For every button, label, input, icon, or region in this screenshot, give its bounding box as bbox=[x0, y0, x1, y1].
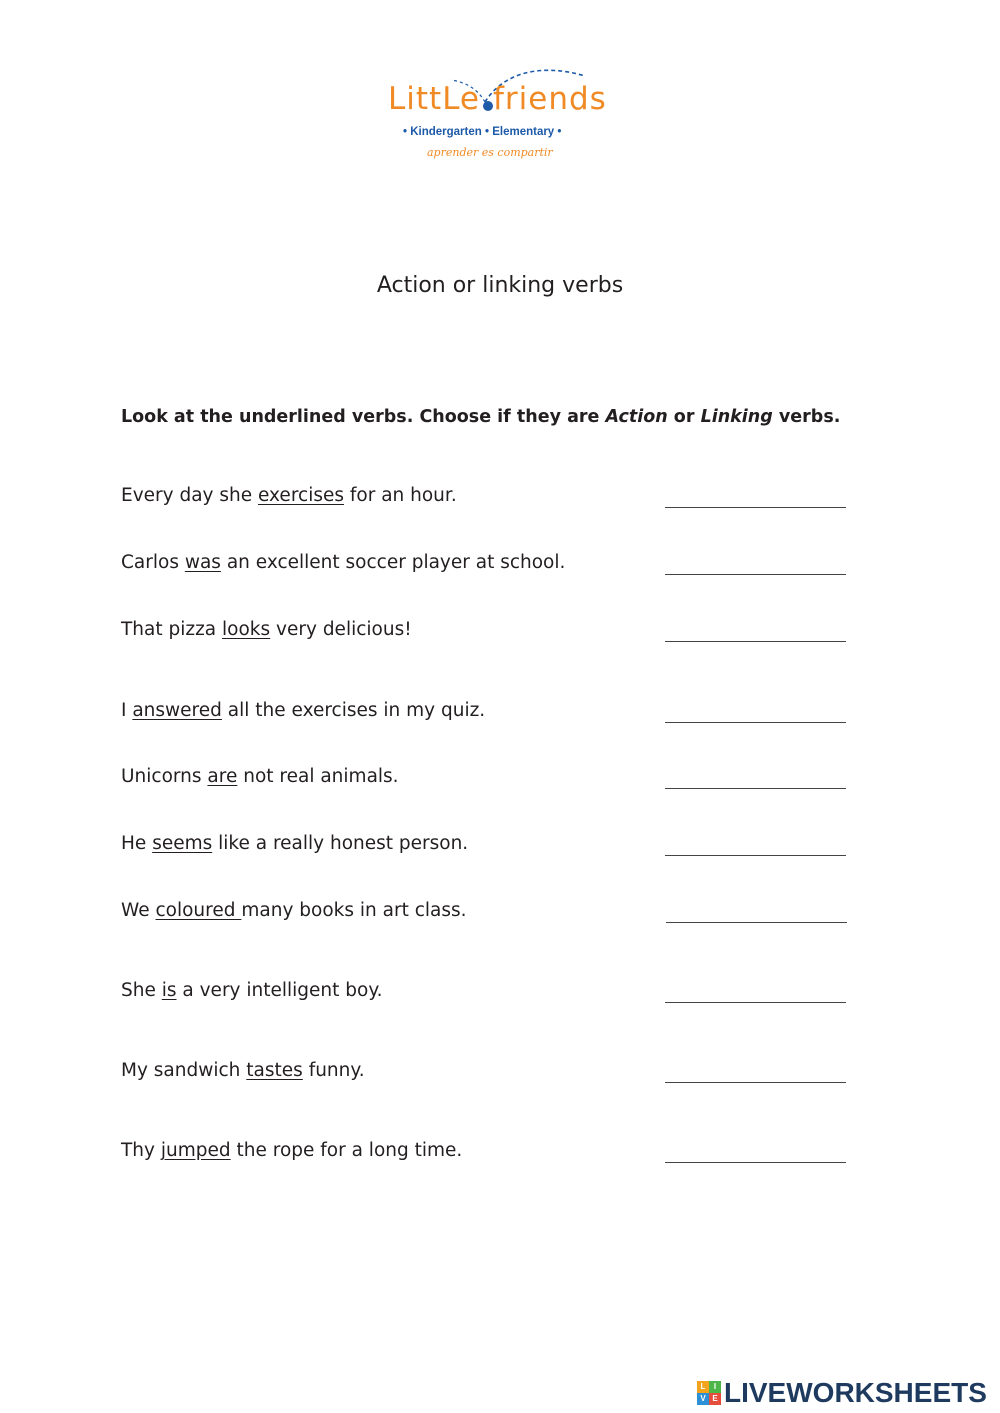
sentence-pre: Every day she bbox=[121, 485, 258, 506]
answer-blank[interactable] bbox=[665, 1162, 846, 1163]
exercise-row bbox=[121, 552, 851, 582]
logo-tagline: aprender es compartir bbox=[427, 146, 553, 159]
brand-text: LIVEWORKSHEETS bbox=[724, 1377, 987, 1408]
underlined-verb: tastes bbox=[246, 1060, 303, 1081]
answer-blank[interactable] bbox=[665, 574, 846, 575]
logo-word-friends: friends bbox=[493, 81, 607, 117]
sentence bbox=[121, 980, 383, 1001]
underlined-verb: is bbox=[161, 980, 177, 1001]
underlined-verb: jumped bbox=[160, 1140, 231, 1161]
instruction-text-2: or bbox=[667, 407, 701, 427]
answer-blank[interactable] bbox=[666, 922, 847, 923]
underlined-verb: coloured bbox=[155, 900, 242, 921]
sentence bbox=[121, 700, 485, 721]
sentence bbox=[121, 766, 399, 787]
sentence bbox=[121, 1140, 462, 1161]
sentence-pre: Thy bbox=[121, 1140, 161, 1161]
logo-word-little: LittLe bbox=[388, 81, 480, 117]
sentence-pre: She bbox=[121, 980, 162, 1001]
instruction-text-3: verbs. bbox=[772, 407, 841, 427]
sentence-pre: I bbox=[121, 700, 133, 721]
instruction bbox=[121, 407, 840, 427]
underlined-verb: answered bbox=[132, 700, 222, 721]
sentence-post: all the exercises in my quiz. bbox=[221, 700, 486, 721]
liveworksheets-brand bbox=[697, 1378, 997, 1408]
logo-subtitle: • Kindergarten • Elementary • bbox=[403, 126, 562, 138]
exercise-row bbox=[121, 900, 851, 930]
exercise-row bbox=[121, 766, 851, 796]
sentence-pre: My sandwich bbox=[121, 1060, 247, 1081]
answer-blank[interactable] bbox=[665, 641, 846, 642]
brand-letter: E bbox=[709, 1393, 721, 1405]
exercise-row bbox=[121, 1060, 851, 1090]
brand-letter: V bbox=[697, 1393, 709, 1405]
exercise-row bbox=[121, 980, 851, 1010]
liveworksheets-logo-icon bbox=[697, 1381, 721, 1405]
exercise-row bbox=[121, 833, 851, 863]
sentence-pre: We bbox=[121, 900, 156, 921]
sentence bbox=[121, 485, 457, 506]
instruction-action-word: Action bbox=[605, 407, 668, 427]
sentence bbox=[121, 552, 565, 573]
answer-blank[interactable] bbox=[665, 855, 846, 856]
exercise-row bbox=[121, 700, 851, 730]
sentence bbox=[121, 619, 412, 640]
brand-letter: I bbox=[709, 1381, 721, 1393]
sentence-post: not real animals. bbox=[237, 766, 399, 787]
sentence-post: like a really honest person. bbox=[212, 833, 469, 854]
underlined-verb: exercises bbox=[258, 485, 344, 506]
sentence-pre: Carlos bbox=[121, 552, 185, 573]
sentence bbox=[121, 900, 467, 921]
answer-blank[interactable] bbox=[665, 788, 846, 789]
underlined-verb: was bbox=[184, 552, 221, 573]
exercise-row bbox=[121, 485, 851, 515]
answer-blank[interactable] bbox=[665, 507, 846, 508]
underlined-verb: are bbox=[207, 766, 238, 787]
sentence-post: funny. bbox=[302, 1060, 365, 1081]
instruction-linking-word: Linking bbox=[700, 407, 773, 427]
sentence-post: the rope for a long time. bbox=[230, 1140, 463, 1161]
sentence-post: many books in art class. bbox=[241, 900, 467, 921]
sentence-pre: He bbox=[121, 833, 153, 854]
brand-letter: L bbox=[697, 1381, 709, 1393]
underlined-verb: seems bbox=[152, 833, 213, 854]
sentence bbox=[121, 1060, 365, 1081]
answer-blank[interactable] bbox=[665, 1002, 846, 1003]
worksheet-title: Action or linking verbs bbox=[376, 273, 624, 298]
sentence-pre: That pizza bbox=[121, 619, 223, 640]
sentence-post: very delicious! bbox=[270, 619, 412, 640]
sentence-post: for an hour. bbox=[344, 485, 457, 506]
instruction-text-1: Look at the underlined verbs. Choose if they are bbox=[121, 407, 606, 427]
underlined-verb: looks bbox=[222, 619, 271, 640]
school-logo bbox=[385, 66, 625, 166]
sentence-post: a very intelligent boy. bbox=[176, 980, 383, 1001]
sentence-post: an excellent soccer player at school. bbox=[220, 552, 566, 573]
sentence-pre: Unicorns bbox=[121, 766, 208, 787]
exercise-row bbox=[121, 619, 851, 649]
sentence bbox=[121, 833, 468, 854]
exercise-row bbox=[121, 1140, 851, 1170]
answer-blank[interactable] bbox=[665, 1082, 846, 1083]
answer-blank[interactable] bbox=[665, 722, 846, 723]
